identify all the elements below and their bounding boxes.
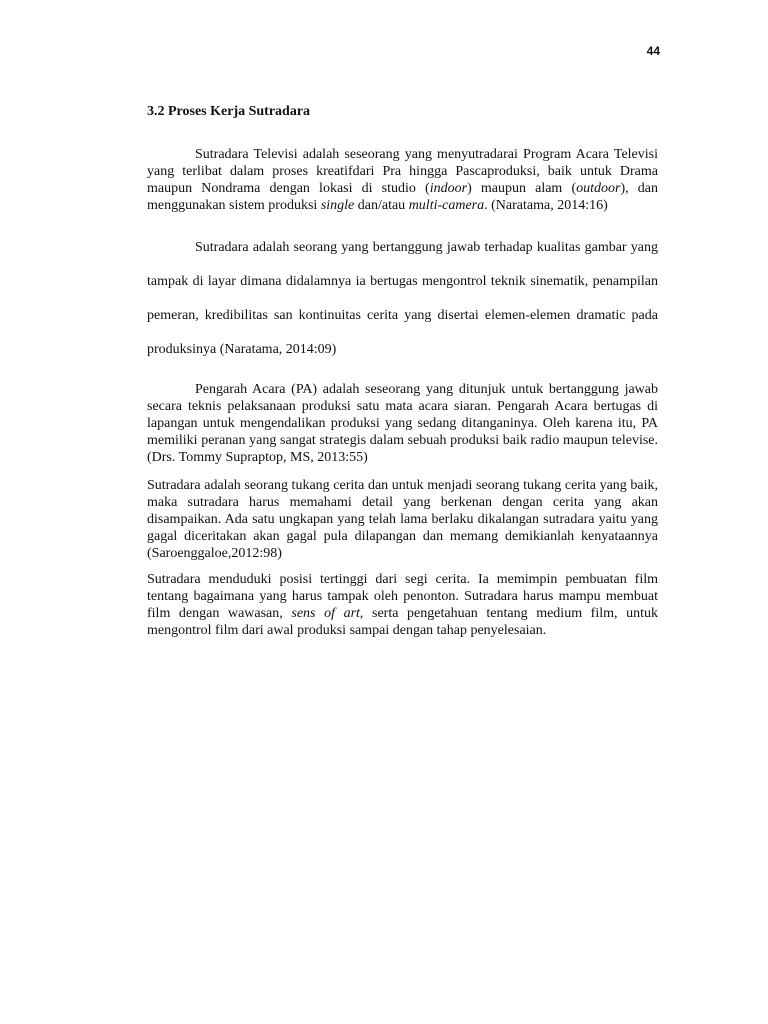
text-span: , serta pengetahuan tentang medium film, untuk mengontrol film dari awal produksi sampai dengan tahap penyelesaian. (147, 606, 659, 638)
italic-term: sens of art (291, 606, 360, 621)
text-span: . (Naratama, 2014:16) (484, 198, 608, 213)
text-span: ), dan menggunakan sistem produksi (147, 181, 659, 213)
paragraph-posisi-tertinggi (147, 571, 658, 639)
paragraph-sutradara-televisi (147, 146, 658, 214)
italic-term: single (320, 198, 355, 213)
paragraph-pengarah-acara: Pengarah Acara (PA) adalah seseorang yang ditunjuk untuk bertanggung jawab secara teknis pelaksanaan produksi satu mata acara siaran. Pengarah Acara bertugas di lapangan untuk mengendalikan produksi yang sedang ditanganinya. Oleh karena itu, PA memiliki peranan yang sangat strategis dalam sebuah produksi baik radio maupun televise. (Drs. Tommy Supraptop, MS, 2013:55) (147, 382, 658, 465)
italic-term: indoor (429, 181, 468, 196)
italic-term: multi-camera (408, 198, 485, 213)
section-heading: 3.2 Proses Kerja Sutradara (147, 104, 311, 119)
text-span: dan/atau (354, 198, 409, 213)
italic-term: outdoor (576, 181, 621, 196)
paragraph-tukang-cerita: Sutradara adalah seorang tukang cerita dan untuk menjadi seorang tukang cerita yang baik, maka sutradara harus memahami detail yang berkenan dengan cerita yang akan disampaikan. Ada satu ungkapan yang telah lama berlaku dikalangan sutradara yaitu yang gagal diceritakan akan gagal pula dilapangan dan memang demikianlah kenyataannya (Saroenggaloe,2012:98) (147, 478, 658, 561)
text-span: Sutradara Televisi adalah seseorang yang menyutradarai Program Acara Televisi yang terlibat dalam proses kreatifdari Pra hingga Pascaproduksi, baik untuk Drama maupun Nondrama dengan lokasi di studio ( (147, 147, 658, 196)
text-span: Sutradara menduduki posisi tertinggi dari segi cerita. Ia memimpin pembuatan film tentang bagaimana yang harus tampak oleh penonton. Sutradara harus mampu membuat film dengan wawasan, (147, 572, 658, 621)
paragraph-tanggung-jawab: Sutradara adalah seorang yang bertanggung jawab terhadap kualitas gambar yang tampak di layar dimana didalamnya ia bertugas mengontrol teknik sinematik, penampilan pemeran, kredibilitas san kontinuitas cerita yang disertai elemen-elemen dramatic pada produksinya (Naratama, 2014:09) (147, 240, 658, 357)
text-span: ) maupun alam ( (467, 181, 577, 196)
page-number: 44 (646, 44, 660, 58)
